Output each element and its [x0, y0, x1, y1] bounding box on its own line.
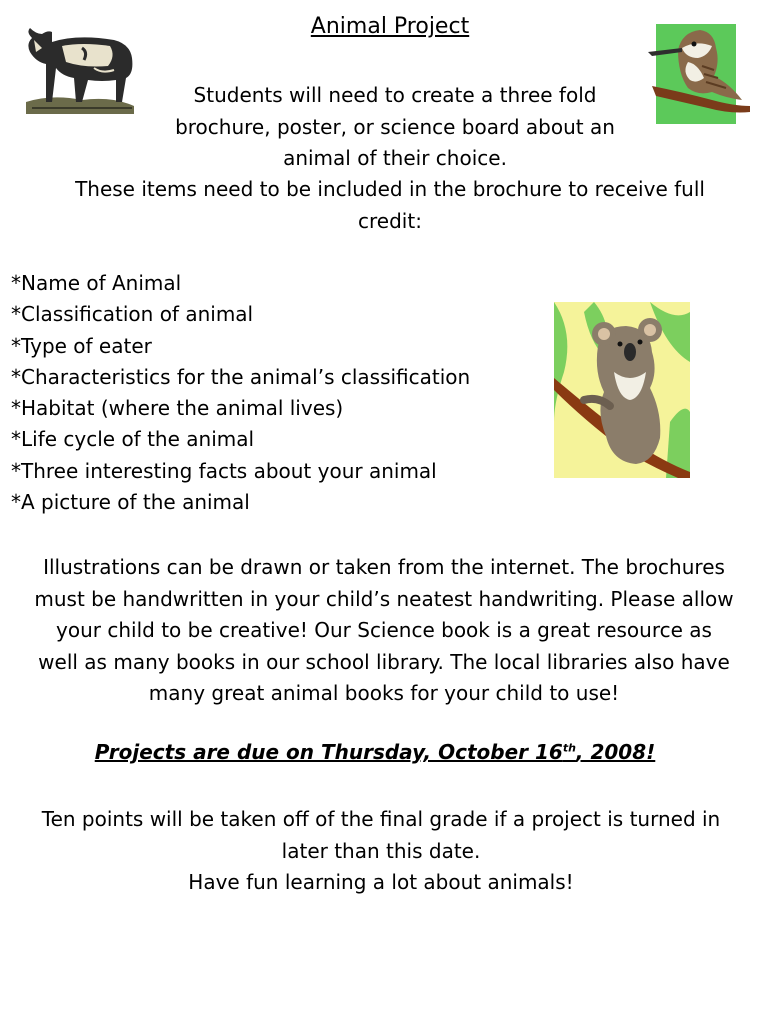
closing-line: Ten points will be taken off of the final grade if a project is turned in — [41, 807, 721, 831]
closing-paragraph — [0, 804, 762, 899]
list-item: *Three interesting facts about your animal — [11, 458, 437, 483]
list-item: *Characteristics for the animal’s classification — [11, 364, 471, 389]
list-item: *Habitat (where the animal lives) — [11, 396, 344, 421]
intro-line: animal of their choice. — [283, 146, 507, 170]
due-text: Projects are due on Thursday, October 16 — [94, 740, 563, 764]
requirements-line: credit: — [358, 208, 422, 233]
due-ordinal: th — [562, 741, 576, 755]
list-item: *Type of eater — [11, 333, 152, 358]
closing-line: Have fun learning a lot about animals! — [188, 870, 574, 894]
page-title: Animal Project — [310, 14, 470, 39]
list-item: *A picture of the animal — [11, 490, 250, 515]
requirements-list — [11, 268, 470, 518]
paragraph-line: must be handwritten in your child’s neatest handwriting. Please allow — [34, 586, 734, 611]
paragraph-line: Illustrations can be drawn or taken from the internet. The brochures — [43, 555, 725, 579]
list-item: *Classification of animal — [11, 302, 254, 327]
paragraph-line: many great animal books for your child to use! — [148, 681, 620, 705]
requirements-intro — [10, 174, 768, 237]
list-item: *Life cycle of the animal — [11, 427, 255, 452]
paragraph-line: your child to be creative! Our Science book is a great resource as — [56, 618, 712, 642]
list-item: *Name of Animal — [11, 271, 182, 295]
due-date-notice — [0, 740, 750, 764]
due-year: , 2008! — [575, 740, 656, 764]
koala-illustration — [554, 302, 690, 478]
intro-paragraph — [150, 80, 640, 175]
paragraph-line: well as many books in our school library. The local libraries also have — [38, 649, 730, 674]
intro-line: Students will need to create a three fold — [193, 83, 597, 107]
requirements-line: These items need to be included in the brochure to receive full — [75, 177, 705, 201]
illustrations-paragraph — [6, 552, 762, 710]
intro-line: brochure, poster, or science board about an — [175, 114, 615, 139]
closing-line: later than this date. — [281, 838, 481, 863]
